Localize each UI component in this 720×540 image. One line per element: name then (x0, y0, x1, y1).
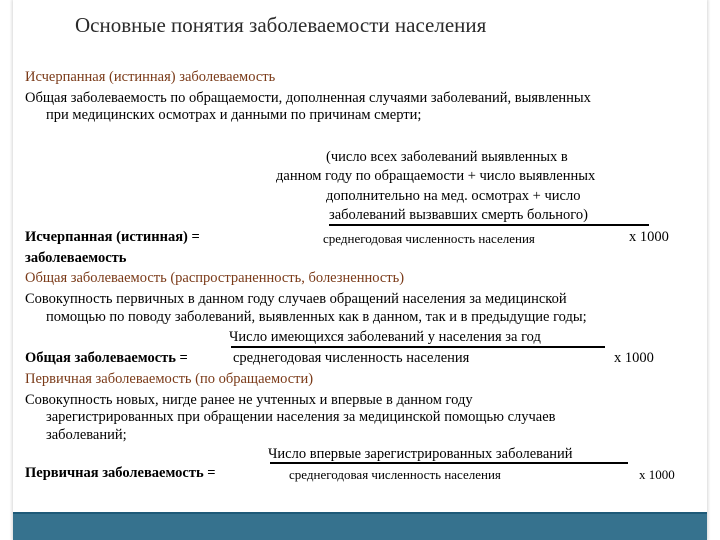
section1-numerator-line1: (число всех заболеваний выявленных в (326, 149, 568, 165)
section1-heading: Исчерпанная (истинная) заболеваемость (25, 69, 276, 85)
section2-fraction-line (231, 346, 605, 348)
section1-denominator: среднегодовая численность населения (323, 231, 535, 246)
slide (13, 0, 707, 540)
section2-multiplier: х 1000 (614, 350, 654, 366)
section3-multiplier: х 1000 (639, 467, 675, 482)
section1-fraction-line (329, 224, 649, 226)
page-title: Основные понятия заболеваемости населения (75, 13, 487, 37)
section2-formula-label: Общая заболеваемость = (25, 350, 188, 366)
section2-numerator: Число имеющихся заболеваний у населения за год (229, 329, 541, 345)
section2-definition-line2: помощью по поводу заболеваний, выявленных как в данном, так и в предыдущие годы; (46, 309, 587, 325)
section3-numerator: Число впервые зарегистрированных заболеваний (268, 446, 573, 462)
section1-formula-label-cont: заболеваемость (25, 250, 127, 266)
section3-definition-line1: Совокупность новых, нигде ранее не учтенных и впервые в данном году (25, 392, 473, 408)
section3-denominator: среднегодовая численность населения (289, 467, 501, 482)
section3-formula-label: Первичная заболеваемость = (25, 465, 216, 481)
section2-heading: Общая заболеваемость (распространенность, болезненность) (25, 270, 405, 286)
section3-definition-line3: заболеваний; (46, 427, 127, 443)
section1-numerator-line2: данном году по обращаемости + число выявленных (276, 168, 596, 184)
section3-definition-line2: зарегистрированных при обращении населения за медицинской помощью случаев (46, 409, 556, 425)
section2-definition-line1: Совокупность первичных в данном году случаев обращений населения за медицинской (25, 291, 567, 307)
section3-heading: Первичная заболеваемость (по обращаемости) (25, 371, 314, 387)
section1-numerator-line4: заболеваний вызвавших смерть больного) (329, 207, 588, 223)
section2-denominator: среднегодовая численность населения (233, 350, 470, 366)
section1-multiplier: х 1000 (629, 229, 669, 245)
section1-formula-label: Исчерпанная (истинная) = (25, 229, 200, 245)
section3-fraction-line (270, 462, 628, 464)
section1-definition-line2: при медицинских осмотрах и данными по причинам смерти; (46, 107, 422, 123)
footer-bar (13, 512, 707, 540)
section1-numerator-line3: дополнительно на мед. осмотрах + число (326, 188, 581, 204)
section1-definition-line1: Общая заболеваемость по обращаемости, дополненная случаями заболеваний, выявленных (25, 90, 591, 106)
